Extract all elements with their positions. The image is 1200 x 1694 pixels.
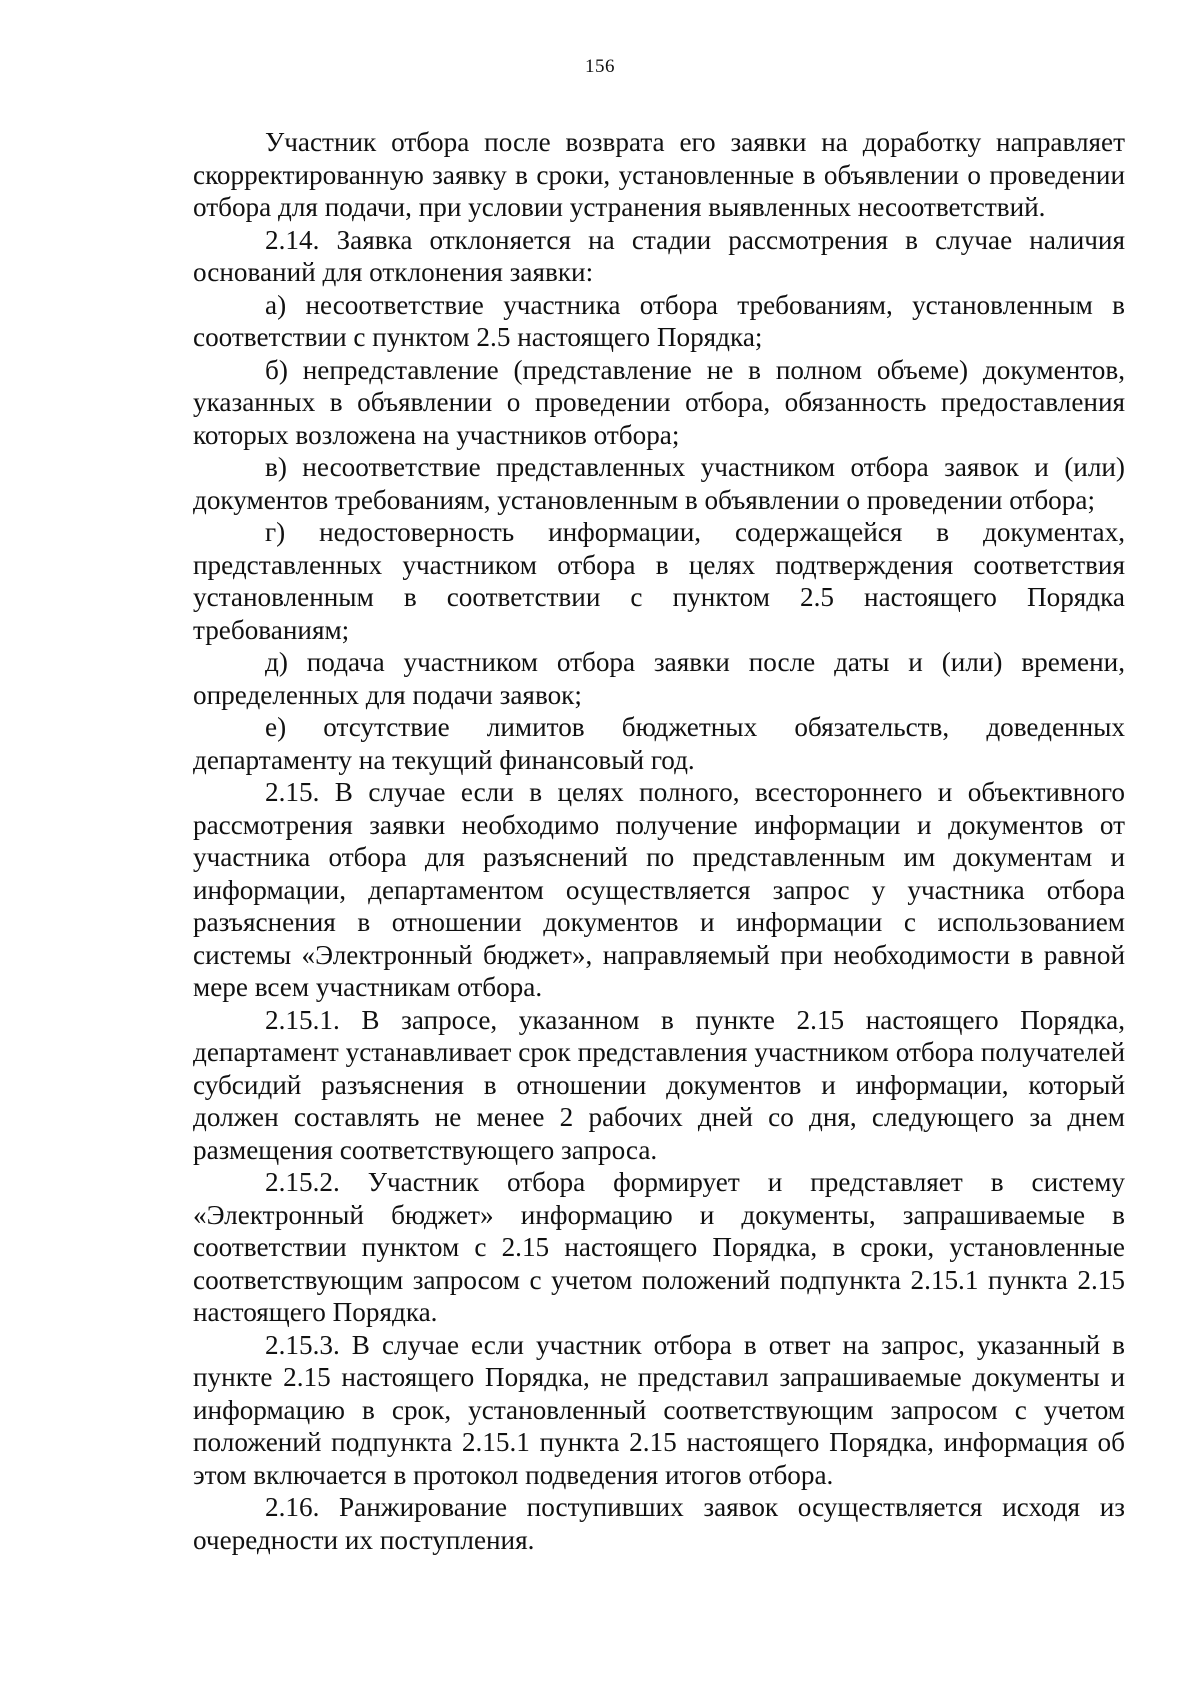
paragraph-2-15: 2.15. В случае если в целях полного, всестороннего и объективного рассмотрения заявки необходимо получение информации и документов от участника отбора для разъяснений по представленным им документам и информации, департаментом осуществляется запрос у участника отбора разъяснения в отношении документов и информации с использованием системы «Электронный бюджет», направляемый при необходимости в равной мере всем участникам отбора.: [193, 777, 1125, 1002]
paragraph-2-14-e: е) отсутствие лимитов бюджетных обязательств, доведенных департаменту на текущий финансовый год.: [193, 712, 1125, 775]
document-body: [193, 126, 1125, 1556]
paragraph-2-14-b: б) непредставление (представление не в полном объеме) документов, указанных в объявлении о проведении отбора, обязанность предоставления которых возложена на участников отбора;: [193, 354, 1125, 450]
paragraph-2-14-d: д) подача участником отбора заявки после даты и (или) времени, определенных для подачи заявок;: [193, 647, 1125, 710]
paragraph-2-15-1: 2.15.1. В запросе, указанном в пункте 2.15 настоящего Порядка, департамент устанавливает срок представления участником отбора получателей субсидий разъяснения в отношении документов и информации, который должен составлять не менее 2 рабочих дней со дня, следующего за днем размещения соответствующего запроса.: [193, 1004, 1125, 1165]
paragraph-2-14: 2.14. Заявка отклоняется на стадии рассмотрения в случае наличия оснований для отклонения заявки:: [193, 224, 1125, 287]
paragraph-2-15-3: 2.15.3. В случае если участник отбора в ответ на запрос, указанный в пункте 2.15 настоящего Порядка, не представил запрашиваемые документы и информацию в срок, установленный соответствующим запросом с учетом положений подпункта 2.15.1 пункта 2.15 настоящего Порядка, информация об этом включается в протокол подведения итогов отбора.: [193, 1329, 1125, 1490]
paragraph-2-14-v: в) несоответствие представленных участником отбора заявок и (или) документов требованиям, установленным в объявлении о проведении отбора;: [193, 452, 1125, 515]
paragraph-2-15-2: 2.15.2. Участник отбора формирует и представляет в систему «Электронный бюджет» информацию и документы, запрашиваемые в соответствии пунктом с 2.15 настоящего Порядка, в сроки, установленные соответствующим запросом с учетом положений подпункта 2.15.1 пункта 2.15 настоящего Порядка.: [193, 1167, 1125, 1327]
paragraph-2-14-g: г) недостоверность информации, содержащейся в документах, представленных участником отбора в целях подтверждения соответствия установленным в соответствии с пунктом 2.5 настоящего Порядка требованиям;: [193, 517, 1125, 645]
paragraph-2-14-a: а) несоответствие участника отбора требованиям, установленным в соответствии с пунктом 2.5 настоящего Порядка;: [193, 289, 1125, 352]
page-number: 156: [585, 56, 615, 77]
paragraph-2-16: 2.16. Ранжирование поступивших заявок осуществляется исходя из очередности их поступления.: [193, 1492, 1125, 1555]
paragraph-returned-application: Участник отбора после возврата его заявки на доработку направляет скорректированную заявку в сроки, установленные в объявлении о проведении отбора для подачи, при условии устранения выявленных несоответствий.: [193, 127, 1125, 222]
